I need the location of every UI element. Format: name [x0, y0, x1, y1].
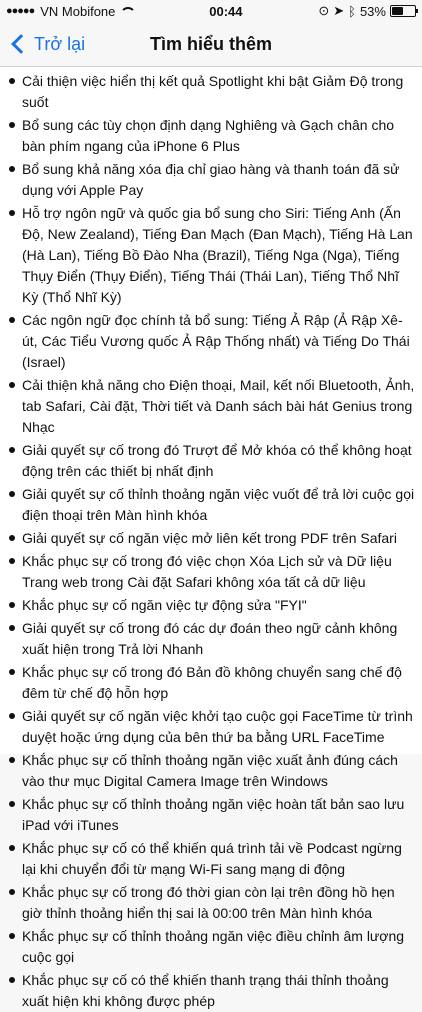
lock-rotation-icon: ⊙ [318, 3, 330, 18]
list-item: Khắc phục sự cố trong đó việc chọn Xóa Lịch sử và Dữ liệu Trang web trong Cài đặt Safari không xóa tất cả dữ liệu [6, 551, 416, 593]
chevron-left-icon [11, 34, 31, 54]
location-icon: ➤ [333, 3, 345, 18]
status-left [6, 4, 133, 19]
back-label: Trở lại [34, 33, 86, 54]
list-item: Giải quyết sự cố ngăn việc khởi tạo cuộc gọi FaceTime từ trình duyệt hoặc ứng dụng của bên thứ ba bằng URL FaceTime [6, 706, 416, 748]
battery-fill [392, 7, 403, 15]
list-item: Giải quyết sự cố trong đó các dự đoán theo ngữ cảnh không xuất hiện trong Trả lời Nhanh [6, 618, 416, 660]
list-item: Giải quyết sự cố ngăn việc mở liên kết trong PDF trên Safari [6, 528, 416, 549]
list-item: Các ngôn ngữ đọc chính tả bổ sung: Tiếng Ả Rập (Ả Rập Xê-út, Các Tiểu Vương quốc Ả Rập Thống nhất) và Tiếng Do Thái (Israel) [6, 310, 416, 373]
list-item: Khắc phục sự cố có thể khiến quá trình tải về Podcast ngừng lại khi chuyển đổi từ mạng Wi-Fi sang mạng di động [6, 838, 416, 880]
list-item: Hỗ trợ ngôn ngữ và quốc gia bổ sung cho Siri: Tiếng Anh (Ấn Độ, New Zealand), Tiếng Đan Mạch (Đan Mạch), Tiếng Hà Lan (Hà Lan), Tiếng Bồ Đào Nha (Brazil), Tiếng Nga (Nga), Tiếng Thụy Điển (Thụy Điển), Tiếng Thái (Thái Lan), Tiếng Thổ Nhĩ Kỳ (Thổ Nhĩ Kỳ) [6, 203, 416, 308]
list-item: Khắc phục sự cố trong đó thời gian còn lại trên đồng hồ hẹn giờ thỉnh thoảng hiển thị sai là 00:00 trên Màn hình khóa [6, 882, 416, 924]
list-item: Bổ sung các tùy chọn định dạng Nghiêng và Gạch chân cho bàn phím ngang của iPhone 6 Plus [6, 115, 416, 157]
wifi-icon [119, 6, 133, 16]
carrier-name: VN Mobifone [40, 3, 116, 19]
list-item: Khắc phục sự cố trong đó Bản đồ không chuyển sang chế độ đêm từ chế độ hỗn hợp [6, 662, 416, 704]
list-item: Khắc phục sự cố ngăn việc tự động sửa "FYI" [6, 595, 416, 616]
bluetooth-icon: ᛒ [348, 3, 356, 19]
list-item: Giải quyết sự cố trong đó Trượt để Mở khóa có thể không hoạt động trên các thiết bị nhất định [6, 440, 416, 482]
status-right [318, 3, 416, 19]
battery-percent: 53% [359, 3, 386, 19]
list-item: Khắc phục sự cố có thể khiến thanh trạng thái thỉnh thoảng xuất hiện khi không được phép [6, 970, 416, 1012]
list-item: Khắc phục sự cố thỉnh thoảng ngăn việc hoàn tất bản sao lưu iPad với iTunes [6, 794, 416, 836]
back-button[interactable] [0, 34, 85, 55]
release-notes-list [6, 71, 416, 1012]
list-item: Cải thiện việc hiển thị kết quả Spotlight khi bật Giảm Độ trong suốt [6, 71, 416, 113]
status-time: 00:44 [209, 3, 243, 19]
list-item: Giải quyết sự cố thỉnh thoảng ngăn việc vuốt để trả lời cuộc gọi điện thoại trên Màn hình khóa [6, 484, 416, 526]
status-bar [0, 0, 422, 22]
list-item: Cải thiện khả năng cho Điện thoại, Mail, kết nối Bluetooth, Ảnh, tab Safari, Cài đặt, Thời tiết và Danh sách bài hát Genius trong Nhạc [6, 375, 416, 438]
signal-strength-icon: ●●●●● [6, 5, 35, 17]
release-notes-content[interactable] [0, 67, 422, 1009]
list-item: Khắc phục sự cố thỉnh thoảng ngăn việc xuất ảnh đúng cách vào thư mục Digital Camera Image trên Windows [6, 750, 416, 792]
navigation-bar [0, 22, 422, 67]
battery-icon [390, 5, 416, 17]
page-title: Tìm hiểu thêm [149, 33, 272, 54]
list-item: Khắc phục sự cố thỉnh thoảng ngăn việc điều chỉnh âm lượng cuộc gọi [6, 926, 416, 968]
list-item: Bổ sung khả năng xóa địa chỉ giao hàng và thanh toán đã sử dụng với Apple Pay [6, 159, 416, 201]
